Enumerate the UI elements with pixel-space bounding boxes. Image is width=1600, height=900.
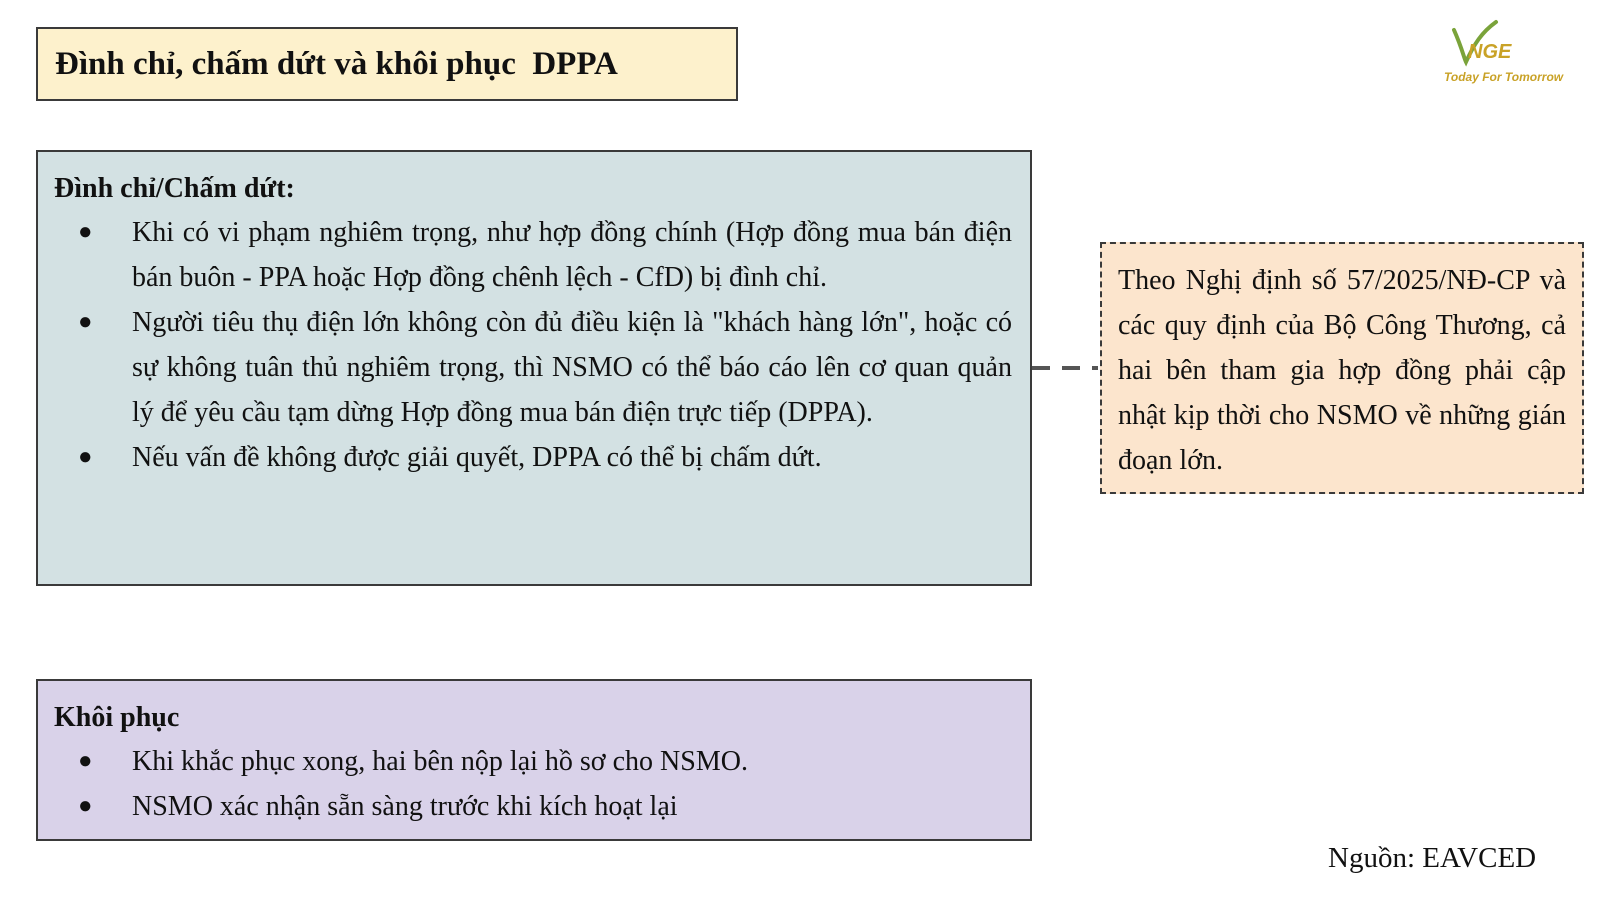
suspension-heading: Đình chỉ/Chấm dứt: [54,173,295,204]
list-item-text: NSMO xác nhận sẵn sàng trước khi kích hoạt lại [132,791,678,822]
bullet-icon: ● [78,444,93,470]
bullet-icon: ● [78,219,93,245]
restoration-list [54,739,1012,829]
restoration-box [36,679,1032,841]
list-item-text: Nếu vấn đề không được giải quyết, DPPA có thể bị chấm dứt. [132,442,822,473]
regulation-note-box [1100,242,1584,494]
suspension-box [36,150,1032,586]
vnge-logo [1440,18,1588,90]
title-box [36,27,738,101]
logo-letters: NGE [1468,41,1512,63]
source-citation: Nguồn: EAVCED [1328,842,1537,874]
bullet-icon: ● [78,793,93,819]
list-item-text: Người tiêu thụ điện lớn không còn đủ điều kiện là "khách hàng lớn", hoặc có sự không tuân thủ nghiêm trọng, thì NSMO có thể báo cáo lên cơ quan quản lý để yêu cầu tạm dừng Hợp đồng mua bán điện trực tiếp (DPPA). [132,307,1012,428]
restoration-heading: Khôi phục [54,702,180,733]
regulation-note-text: Theo Nghị định số 57/2025/NĐ-CP và các quy định của Bộ Công Thương, cả hai bên tham gia hợp đồng phải cập nhật kịp thời cho NSMO về những gián đoạn lớn. [1118,265,1566,476]
page-title: Đình chỉ, chấm dứt và khôi phục DPPA [55,45,618,82]
logo-tagline: Today For Tomorrow [1444,70,1564,84]
list-item-text: Khi khắc phục xong, hai bên nộp lại hồ sơ cho NSMO. [132,746,748,777]
list-item [54,739,1012,784]
bullet-icon: ● [78,309,93,335]
suspension-list [54,210,1012,480]
list-item [54,210,1012,300]
list-item-text: Khi có vi phạm nghiêm trọng, như hợp đồng chính (Hợp đồng mua bán điện bán buôn - PPA hoặc Hợp đồng chênh lệch - CfD) bị đình chỉ. [132,217,1012,293]
list-item [54,784,1012,829]
list-item [54,300,1012,435]
bullet-icon: ● [78,748,93,774]
dashed-connector [1032,366,1098,370]
list-item [54,435,1012,480]
